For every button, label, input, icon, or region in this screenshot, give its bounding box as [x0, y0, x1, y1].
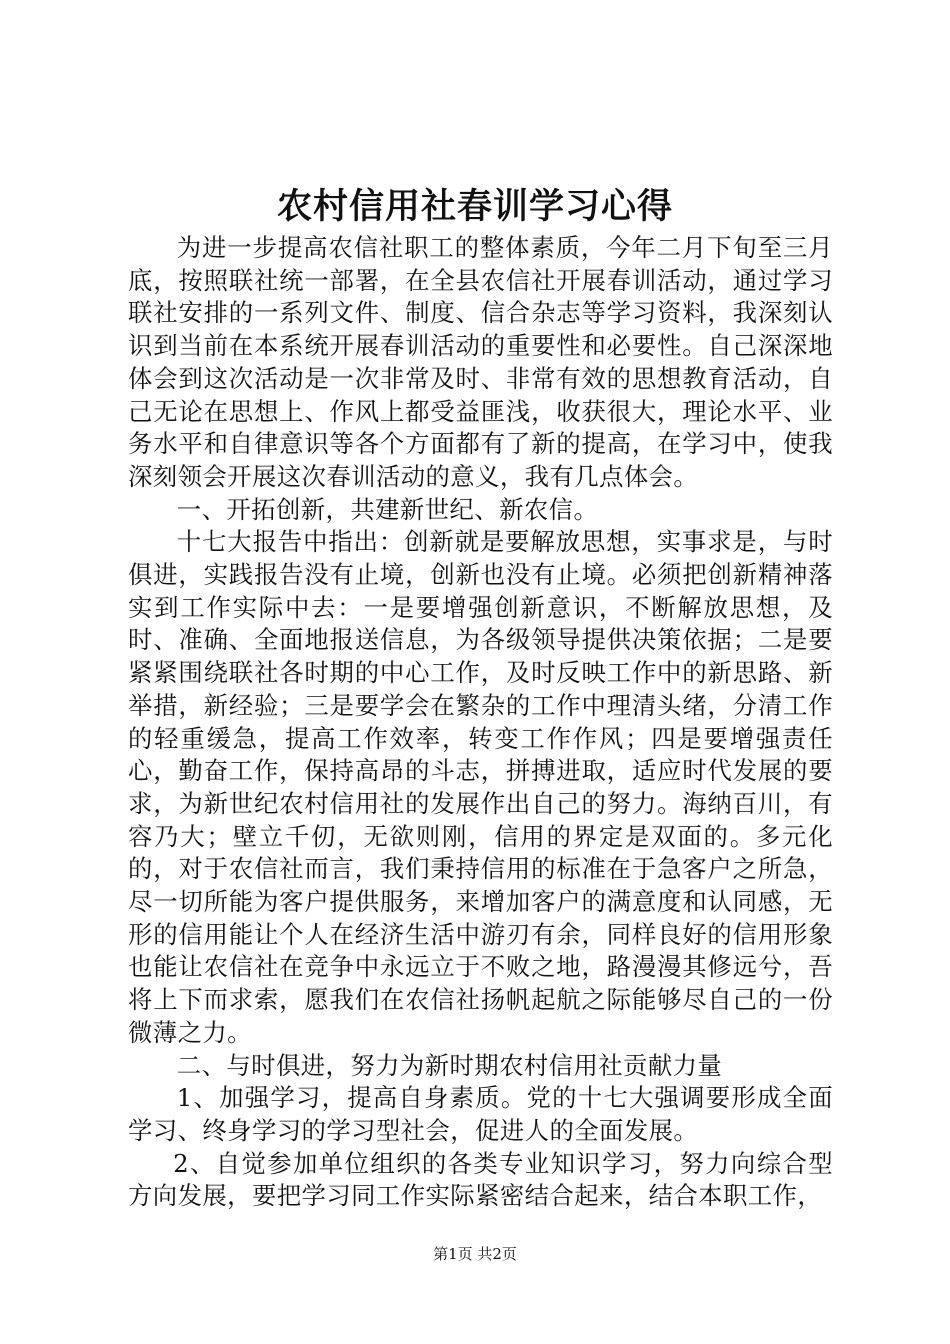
document-body	[128, 232, 833, 1213]
section-heading-1: 一、开拓创新，共建新世纪、新农信。	[176, 494, 599, 524]
paragraph-innovation: 十七大报告中指出：创新就是要解放思想，实事求是，与时俱进，实践报告没有止境，创新也没有止境。必须把创新精神落实到工作实际中去：一是要增强创新意识，不断解放思想，及时、准确、全面地报送信息，为各级领导提供决策依据；二是要紧紧围绕联社各时期的中心工作，及时反映工作中的新思路、新举措，新经验；三是要学会在繁杂的工作中理清头绪，分清工作的轻重缓急，提高工作效率，转变工作作风；四是要增强责任心，勤奋工作，保持高昂的斗志，拼搏进取，适应时代发展的要求，为新世纪农村信用社的发展作出自己的努力。海纳百川，有容乃大；壁立千仞，无欲则刚，信用的界定是双面的。多元化的，对于农信社而言，我们秉持信用的标准在于急客户之所急，尽一切所能为客户提供服务，来增加客户的满意度和认同感，无形的信用能让个人在经济生活中游刃有余，同样良好的信用形象也能让农信社在竞争中永远立于不败之地，路漫漫其修远兮，吾将上下而求索，愿我们在农信社扬帆起航之际能够尽自己的一份微薄之力。	[128, 527, 833, 1047]
document-title: 农村信用社春训学习心得	[276, 186, 673, 227]
list-item-1: 1、加强学习，提高自身素质。党的十七大强调要形成全面学习、终身学习的学习型社会，促进人的全面发展。	[128, 1083, 833, 1145]
list-item-2: 2、自觉参加单位组织的各类专业知识学习，努力向综合型方向发展，要把学习同工作实际紧密结合起来，结合本职工作，	[128, 1148, 833, 1211]
section-heading-2: 二、与时俱进，努力为新时期农村信用社贡献力量	[176, 1050, 723, 1080]
page-number-footer: 第1页 共2页	[433, 1245, 517, 1263]
paragraph-intro: 为进一步提高农信社职工的整体素质，今年二月下旬至三月底，按照联社统一部署，在全县农信社开展春训活动，通过学习联社安排的一系列文件、制度、信合杂志等学习资料，我深刻认识到当前在本系统开展春训活动的重要性和必要性。自己深深地体会到这次活动是一次非常及时、非常有效的思想教育活动，自己无论在思想上、作风上都受益匪浅，收获很大，理论水平、业务水平和自律意识等各个方面都有了新的提高，在学习中，使我深刻领会开展这次春训活动的意义，我有几点体会。	[128, 233, 833, 491]
